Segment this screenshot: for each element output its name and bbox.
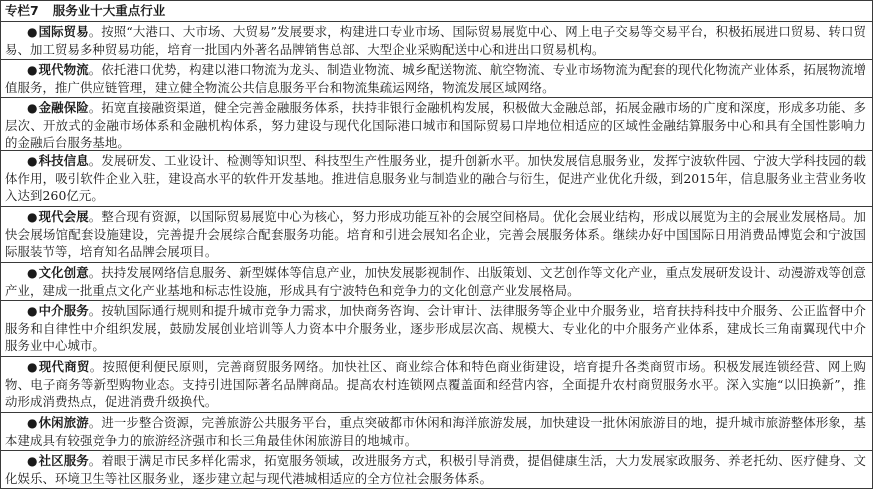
name-separator: 。 (88, 209, 102, 224)
industry-name: 科技信息 (38, 153, 89, 168)
bullet-icon: ● (27, 154, 38, 168)
name-separator: 。 (88, 303, 102, 318)
name-separator: 。 (89, 359, 103, 374)
box-title: 服务业十大重点行业 (52, 3, 166, 18)
industry-description: 整合现有资源，以国际贸易展览中心为核心，努力形成功能互补的会展空间格局。优化会展业结构，形成以展览为主的会展业发展格局。加快会展场馆配套设施建设，完善提升会展综合配套服务功能。培育和引进会展知名企业，完善会展服务体系。继续办好中国国际日用消费品博览会和宁波国际服装节等，培育知名品牌会展项目。 (5, 209, 866, 260)
industry-name: 社区服务 (38, 453, 89, 468)
box-header (1, 1, 872, 22)
bullet-icon: ● (27, 25, 38, 39)
name-separator: 。 (88, 100, 102, 115)
bullet-icon: ● (27, 266, 38, 280)
industry-description: 依托港口优势，构建以港口物流为龙头、制造业物流、城乡配送物流、航空物流、专业市场物流为配套的现代化物流产业体系，拓展物流增值服务，推广供应链管理，建立健全物流公共信息服务平台和物流集疏运网络，物流发展区域网络。 (5, 62, 866, 96)
industry-name: 文化创意 (38, 265, 89, 280)
industry-name: 现代商贸 (38, 359, 90, 374)
industry-entry (1, 357, 872, 413)
box-label: 专栏7 (5, 3, 39, 18)
industry-name: 现代物流 (38, 62, 89, 77)
industry-description: 扶持发展网络信息服务、新型媒体等信息产业，加快发展影视制作、出版策划、文艺创作等文化产业，重点发展研发设计、动漫游戏等创意产业，建成一批重点文化产业基地和标志性设施，形成具有宁波特色和竞争力的文化创意产业发展格局。 (5, 265, 866, 299)
bullet-icon: ● (27, 360, 38, 374)
industry-description: 按轨国际通行规则和提升城市竞争力需求，加快商务咨询、会计审计、法律服务等企业中介服务业，培育扶持科技中介服务、公正监督中介服务和自律性中介组织发展，鼓励发展创业培训等人力资本中介服务业，逐步形成层次高、规模大、专业化的中介服务产业体系，建成长三角南翼现代中介服务业中心城市。 (5, 303, 866, 354)
industry-entry (1, 151, 872, 207)
industry-entry (1, 413, 872, 451)
bullet-icon: ● (27, 101, 38, 115)
industry-description: 进一步整合资源，完善旅游公共服务平台，重点突破都市休闲和海洋旅游发展，加快建设一批休闲旅游目的地，提升城市旅游整体形象，基本建成具有较强竞争力的旅游经济强市和长三角最佳休闲旅游目的地城市。 (5, 415, 866, 449)
industry-entry (1, 60, 872, 98)
industry-name: 中介服务 (38, 303, 89, 318)
industry-name: 现代会展 (38, 209, 89, 224)
name-separator: 。 (88, 453, 102, 468)
bullet-icon: ● (27, 210, 38, 224)
name-separator: 。 (88, 153, 102, 168)
industry-description: 按照“大港口、大市场、大贸易”发展要求，构建进口专业市场、国际贸易展览中心、网上电子交易等交易平台，积极拓展进口贸易、转口贸易、加工贸易多种贸易功能，培育一批国内外著名品牌销售总部、大型企业采购配送中心和进出口贸易机构。 (5, 24, 866, 58)
industry-description: 按照便利便民原则，完善商贸服务网络。加快社区、商业综合体和特色商业街建设，培育提升各类商贸市场。积极发展连锁经营、网上购物、电子商务等新型购物业态。支持引进国际著名品牌商品。提高农村连锁网点覆盖面和经营内容，全面提升农村商贸服务水平。深入实施“以旧换新”，推动形成消费热点，促进消费升级换代。 (5, 359, 866, 410)
industry-name: 国际贸易 (38, 24, 89, 39)
industry-entry (1, 263, 872, 301)
industry-entry (1, 98, 872, 151)
industry-description: 着眼于满足市民多样化需求，拓宽服务领域，改进服务方式，积极引导消费，提倡健康生活，大力发展家政服务、养老托幼、医疗健身、文化娱乐、环境卫生等社区服务业，逐步建立起与现代港城相适应的全方位社会服务体系。 (5, 453, 866, 487)
name-separator: 。 (88, 415, 102, 430)
bullet-icon: ● (27, 63, 38, 77)
bullet-icon: ● (27, 454, 38, 468)
industry-entry (1, 207, 872, 263)
industry-entry (1, 301, 872, 357)
industry-name: 休闲旅游 (38, 415, 89, 430)
industry-list (1, 22, 872, 489)
name-separator: 。 (88, 62, 102, 77)
bullet-icon: ● (27, 304, 38, 318)
industry-description: 发展研发、工业设计、检测等知识型、科技型生产性服务业，提升创新水平。加快发展信息服务业，发挥宁波软件园、宁波大学科技园的载体作用，吸引软件企业入驻，建设高水平的软件开发基地。推进信息服务业与制造业的融合与衍生，促进产业优化升级，到2015年，信息服务业主营业务收入达到260亿元。 (5, 153, 866, 204)
bullet-icon: ● (27, 416, 38, 430)
industry-description: 拓宽直接融资渠道，健全完善金融服务体系，扶持非银行金融机构发展，积极做大金融总部，拓展金融市场的广度和深度，形成多功能、多层次、开放式的金融市场体系和金融机构体系，努力建设与现代化国际港口城市和国际贸易口岸地位相适应的区域性金融结算服务中心和具有全国性影响力的金融后台服务基地。 (5, 100, 866, 151)
industry-name: 金融保险 (38, 100, 89, 115)
industry-entry (1, 22, 872, 60)
name-separator: 。 (88, 265, 102, 280)
industry-entry (1, 451, 872, 489)
name-separator: 。 (88, 24, 102, 39)
